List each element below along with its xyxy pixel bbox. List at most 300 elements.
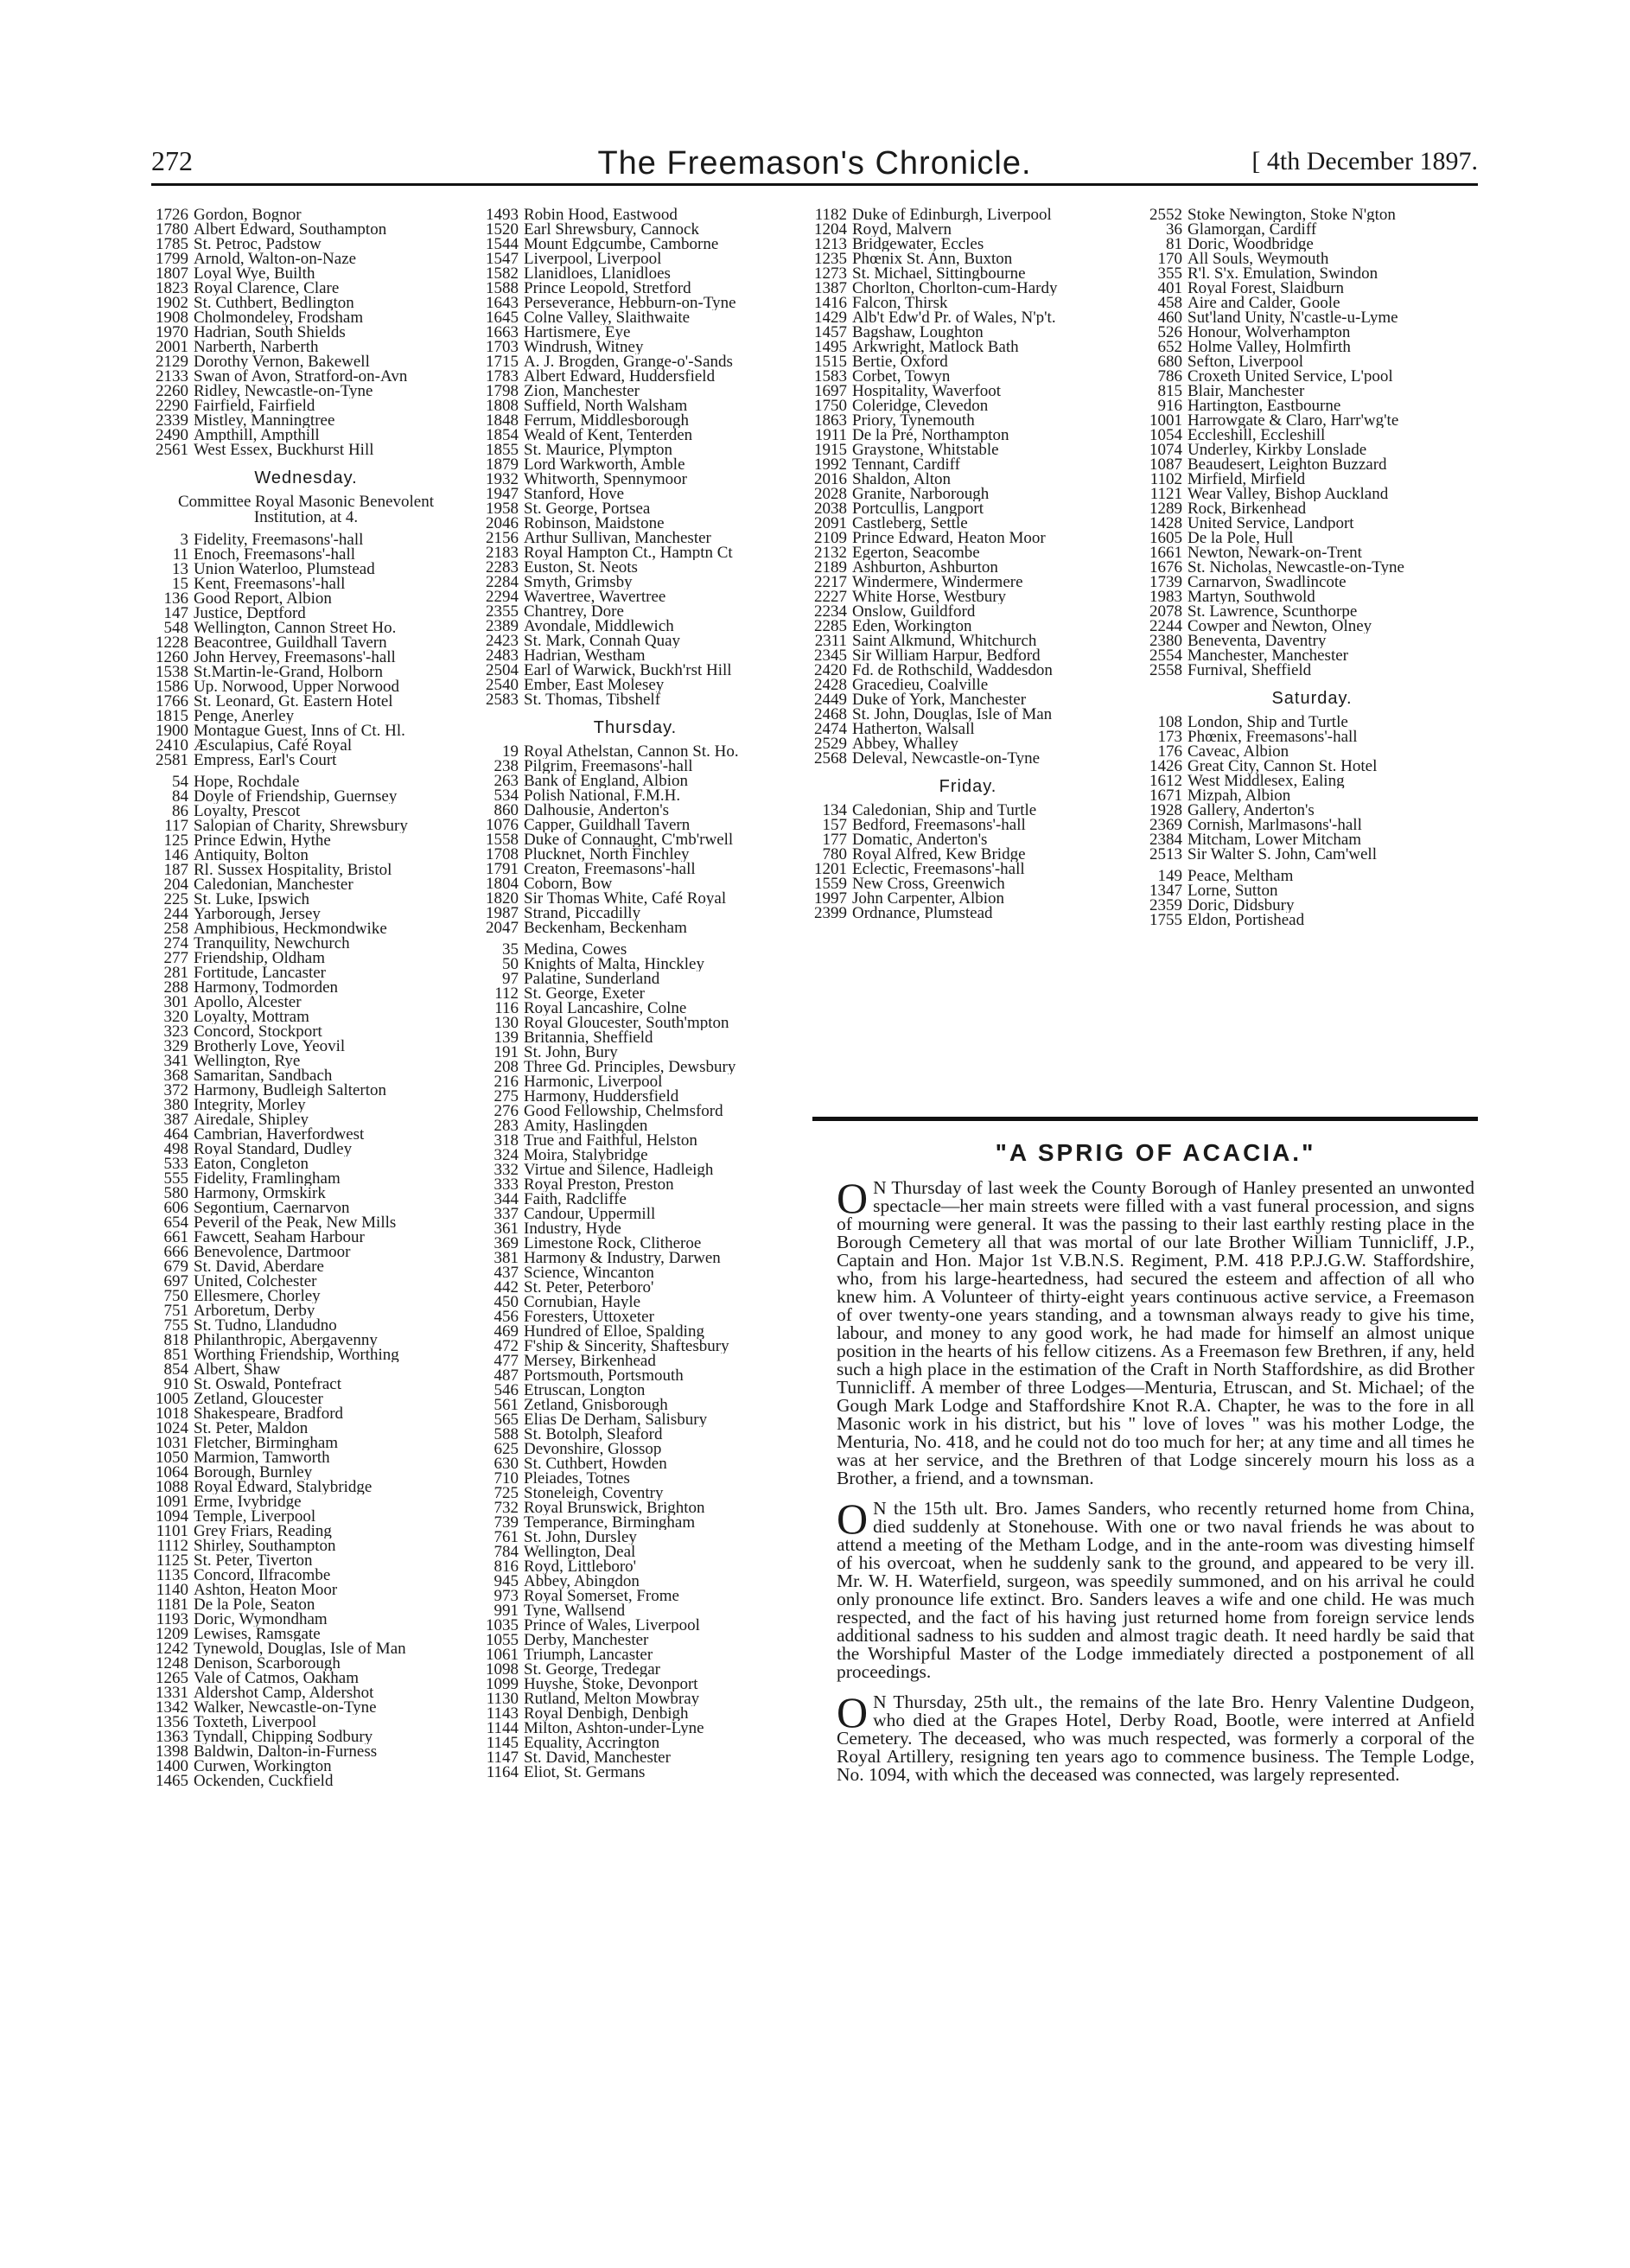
lodge-entry <box>1139 472 1485 487</box>
lodge-number: 2244 <box>1149 619 1182 634</box>
lodge-number: 136 <box>163 591 188 606</box>
lodge-entry <box>804 736 1132 751</box>
lodge-number: 750 <box>163 1289 188 1303</box>
lodge-name: St. John, Bury <box>524 1045 618 1060</box>
lodge-number: 97 <box>502 972 519 986</box>
lodge-number: 1088 <box>156 1480 188 1494</box>
lodge-entry <box>475 1192 795 1207</box>
lodge-entry <box>145 635 467 650</box>
lodge-entry <box>475 398 795 413</box>
lodge-number: 654 <box>163 1215 188 1230</box>
lodge-name: Pleiades, Totnes <box>524 1471 630 1486</box>
lodge-number: 546 <box>493 1383 519 1398</box>
lodge-name: Bank of England, Albion <box>524 774 688 788</box>
lodge-number: 2389 <box>486 619 519 634</box>
lodge-number: 442 <box>493 1280 519 1295</box>
lodge-entry <box>145 1392 467 1406</box>
lodge-number: 341 <box>163 1054 188 1068</box>
lodge-number: 1130 <box>486 1691 519 1706</box>
lodge-name: Caledonian, Manchester <box>194 877 353 892</box>
lodge-entry <box>475 589 795 604</box>
lodge-number: 2483 <box>486 648 519 663</box>
lodge-number: 786 <box>1157 369 1182 384</box>
lodge-number: 1061 <box>486 1647 519 1662</box>
lodge-number: 1054 <box>1149 428 1182 443</box>
lodge-entry <box>804 501 1132 516</box>
lodge-name: Albert Edward, Huddersfield <box>524 369 716 384</box>
lodge-entry <box>1139 354 1485 369</box>
lodge-number: 1815 <box>156 709 188 723</box>
lodge-name: Liverpool, Liverpool <box>524 252 662 266</box>
lodge-name: White Horse, Westbury <box>852 589 1007 604</box>
lodge-entry <box>1139 443 1485 457</box>
lodge-entry <box>145 1098 467 1112</box>
lodge-number: 187 <box>163 863 188 877</box>
lodge-entry <box>475 832 795 847</box>
article <box>837 1129 1474 1796</box>
lodge-entry <box>804 862 1132 876</box>
lodge-name: Royal Somerset, Frome <box>524 1589 679 1603</box>
lodge-name: Airedale, Shipley <box>194 1112 309 1127</box>
lodge-entry <box>1139 281 1485 296</box>
lodge-name: Samaritan, Sandbach <box>194 1068 333 1083</box>
lodge-number: 157 <box>822 818 847 832</box>
lodge-number: 2016 <box>814 472 847 487</box>
lodge-number: 281 <box>163 965 188 980</box>
lodge-entry <box>145 1259 467 1274</box>
lodge-name: Ember, East Molesey <box>524 678 665 692</box>
lodge-name: Caveac, Albion <box>1187 744 1289 759</box>
lodge-entry <box>475 487 795 501</box>
lodge-entry <box>475 692 795 707</box>
lodge-name: Peace, Meltham <box>1187 869 1294 883</box>
lodge-entry <box>475 1207 795 1221</box>
lodge-number: 606 <box>163 1201 188 1215</box>
lodge-entry <box>145 532 467 547</box>
lodge-entry <box>145 723 467 738</box>
lodge-name: Alb't Edw'd Pr. of Wales, N'p't. <box>852 310 1056 325</box>
lodge-number: 1915 <box>814 443 847 457</box>
lodge-name: Ashton, Heaton Moor <box>194 1583 338 1597</box>
lodge-number: 1902 <box>156 296 188 310</box>
lodge-number: 815 <box>1157 384 1182 398</box>
lodge-name: Windermere, Windermere <box>852 575 1023 589</box>
lodge-number: 147 <box>163 606 188 621</box>
lodge-entry <box>475 1324 795 1339</box>
lodge-entry <box>1139 531 1485 545</box>
lodge-name: Loyalty, Prescot <box>194 804 301 819</box>
lodge-name: Prince Edward, Heaton Moor <box>852 531 1046 545</box>
lodge-number: 2129 <box>156 354 188 369</box>
lodge-entry <box>475 921 795 935</box>
lodge-number: 854 <box>163 1362 188 1377</box>
lodge-entry <box>145 1612 467 1627</box>
lodge-entry <box>475 1383 795 1398</box>
lodge-number: 1605 <box>1149 531 1182 545</box>
lodge-number: 401 <box>1157 281 1182 296</box>
lodge-entry <box>1139 634 1485 648</box>
lodge-name: Albert, Shaw <box>194 1362 281 1377</box>
lodge-name: Sir Walter S. John, Cam'well <box>1187 847 1377 862</box>
lodge-number: 945 <box>493 1574 519 1589</box>
lodge-name: Erme, Ivybridge <box>194 1494 302 1509</box>
lodge-name: Fd. de Rothschild, Waddesdon <box>852 663 1053 678</box>
lodge-name: Duke of York, Manchester <box>852 692 1027 707</box>
lodge-name: Hatherton, Walsall <box>852 722 975 736</box>
lodge-name: Doyle of Friendship, Guernsey <box>194 789 398 804</box>
lodge-number: 2217 <box>814 575 847 589</box>
lodge-entry <box>475 876 795 891</box>
lodge-entry <box>145 907 467 921</box>
lodge-number: 2109 <box>814 531 847 545</box>
lodge-number: 146 <box>163 848 188 863</box>
lodge-entry <box>1139 310 1485 325</box>
lodge-entry <box>475 310 795 325</box>
lodge-name: Harrowgate & Claro, Harr'wg'te <box>1187 413 1399 428</box>
lodge-name: Robinson, Maidstone <box>524 516 665 531</box>
lodge-number: 1193 <box>156 1612 188 1627</box>
lodge-name: London, Ship and Turtle <box>1187 715 1348 729</box>
lodge-entry <box>475 281 795 296</box>
lodge-entry <box>1139 413 1485 428</box>
lodge-entry <box>475 1603 795 1618</box>
lodge-entry <box>145 266 467 281</box>
lodge-number: 2554 <box>1149 648 1182 663</box>
lodge-number: 1992 <box>814 457 847 472</box>
lodge-name: Hundred of Elloe, Spalding <box>524 1324 704 1339</box>
lodge-name: Prince Edwin, Hythe <box>194 833 331 848</box>
lodge-name: St. Petroc, Padstow <box>194 237 322 252</box>
lodge-entry <box>145 1450 467 1465</box>
lodge-name: St. George, Exeter <box>524 986 645 1001</box>
lodge-name: Justice, Deptford <box>194 606 306 621</box>
lodge-name: Walker, Newcastle-on-Tyne <box>194 1700 377 1715</box>
lodge-number: 1099 <box>486 1677 519 1691</box>
lodge-name: Knights of Malta, Hinckley <box>524 957 704 972</box>
lodge-entry <box>1139 428 1485 443</box>
lodge-name: Duke of Connaught, C'mb'rwell <box>524 832 734 847</box>
lodge-name: St. Cuthbert, Bedlington <box>194 296 354 310</box>
lodge-number: 81 <box>1166 237 1182 252</box>
lodge-entry <box>475 545 795 560</box>
lodge-name: Martyn, Southwold <box>1187 589 1315 604</box>
lodge-number: 369 <box>493 1236 519 1251</box>
lodge-name: Good Report, Albion <box>194 591 332 606</box>
lodge-number: 2552 <box>1149 207 1182 222</box>
lodge-name: John Hervey, Freemasons'-hall <box>194 650 396 665</box>
lodge-entry <box>804 803 1132 818</box>
lodge-name: Hospitality, Waverfoot <box>852 384 1002 398</box>
lodge-entry <box>475 1427 795 1442</box>
lodge-number: 732 <box>493 1500 519 1515</box>
lodge-name: Manchester, Manchester <box>1187 648 1348 663</box>
lodge-entry <box>145 577 467 591</box>
lodge-entry <box>475 252 795 266</box>
lodge-entry <box>475 222 795 237</box>
lodge-number: 991 <box>493 1603 519 1618</box>
lodge-entry <box>145 1524 467 1539</box>
lodge-name: Egerton, Seacombe <box>852 545 980 560</box>
lodge-number: 2474 <box>814 722 847 736</box>
lodge-name: Cornubian, Hayle <box>524 1295 641 1309</box>
lodge-number: 456 <box>493 1309 519 1324</box>
lodge-number: 1987 <box>486 906 519 921</box>
lodge-entry <box>145 354 467 369</box>
lodge-number: 86 <box>172 804 188 819</box>
lodge-name: Rock, Birkenhead <box>1187 501 1307 516</box>
lodge-name: Royal Standard, Dudley <box>194 1142 353 1156</box>
drop-cap: O <box>837 1688 869 1736</box>
lodge-entry <box>804 876 1132 891</box>
lodge-entry <box>475 369 795 384</box>
lodge-entry <box>475 891 795 906</box>
lodge-number: 1050 <box>156 1450 188 1465</box>
lodge-name: Fidelity, Freemasons'-hall <box>194 532 364 547</box>
lodge-entry <box>1139 545 1485 560</box>
lodge-entry <box>145 207 467 222</box>
lodge-number: 258 <box>163 921 188 936</box>
lodge-entry <box>1139 663 1485 678</box>
lodge-number: 1823 <box>156 281 188 296</box>
lodge-entry <box>804 531 1132 545</box>
lodge-name: Bagshaw, Loughton <box>852 325 984 340</box>
lodge-entry <box>804 707 1132 722</box>
lodge-entry <box>475 818 795 832</box>
lodge-entry <box>145 1377 467 1392</box>
lodge-name: Dalhousie, Anderton's <box>524 803 670 818</box>
lodge-number: 2260 <box>156 384 188 398</box>
lodge-name: Earl of Warwick, Buckh'rst Hill <box>524 663 732 678</box>
lodge-name: Ellesmere, Chorley <box>194 1289 321 1303</box>
lodge-entry <box>475 1442 795 1456</box>
lodge-number: 1465 <box>156 1774 188 1788</box>
lodge-number: 1643 <box>486 296 519 310</box>
lodge-name: Kent, Freemasons'-hall <box>194 577 346 591</box>
lodge-name: Royal Clarence, Clare <box>194 281 340 296</box>
lodge-number: 1538 <box>156 665 188 679</box>
lodge-number: 2355 <box>486 604 519 619</box>
lodge-entry <box>804 281 1132 296</box>
lodge-number: 1204 <box>814 222 847 237</box>
lodge-name: Tyne, Wallsend <box>524 1603 626 1618</box>
lodge-name: Ridley, Newcastle-on-Tyne <box>194 384 373 398</box>
lodge-name: Bedford, Freemasons'-hall <box>852 818 1026 832</box>
lodge-number: 1112 <box>156 1539 188 1553</box>
lodge-number: 204 <box>163 877 188 892</box>
lodge-entry <box>475 501 795 516</box>
lodge-name: Yarborough, Jersey <box>194 907 321 921</box>
lodge-entry <box>145 1362 467 1377</box>
lodge-entry <box>1139 788 1485 803</box>
lodge-name: Fawcett, Seaham Harbour <box>194 1230 365 1245</box>
lodge-name: St. Luke, Ipswich <box>194 892 310 907</box>
lodge-number: 1331 <box>156 1685 188 1700</box>
lodge-number: 725 <box>493 1486 519 1500</box>
lodge-number: 277 <box>163 951 188 965</box>
lodge-name: Deleval, Newcastle-on-Tyne <box>852 751 1041 766</box>
lodge-number: 2283 <box>486 560 519 575</box>
lodge-number: 1001 <box>1149 413 1182 428</box>
lodge-entry <box>475 1515 795 1530</box>
lodge-number: 1970 <box>156 325 188 340</box>
lodge-number: 1900 <box>156 723 188 738</box>
lodge-entry <box>475 972 795 986</box>
lodge-entry <box>145 980 467 995</box>
lodge-name: Stoneleigh, Coventry <box>524 1486 664 1500</box>
lodge-entry <box>145 340 467 354</box>
lodge-name: Holme Valley, Holmfirth <box>1187 340 1351 354</box>
lodge-number: 1248 <box>156 1656 188 1671</box>
lodge-number: 1087 <box>1149 457 1182 472</box>
lodge-number: 1416 <box>814 296 847 310</box>
lodge-name: Salopian of Charity, Shrewsbury <box>194 819 408 833</box>
lodge-name: St. Botolph, Sleaford <box>524 1427 663 1442</box>
lodge-name: St. Michael, Sittingbourne <box>852 266 1026 281</box>
lodge-number: 661 <box>163 1230 188 1245</box>
lodge-number: 1586 <box>156 679 188 694</box>
lodge-name: Prince Leopold, Stretford <box>524 281 691 296</box>
lodge-number: 2311 <box>814 634 847 648</box>
lodge-number: 216 <box>493 1074 519 1089</box>
lodge-name: Milton, Ashton-under-Lyne <box>524 1721 704 1736</box>
lodge-entry <box>1139 384 1485 398</box>
lodge-number: 973 <box>493 1589 519 1603</box>
lodge-number: 2028 <box>814 487 847 501</box>
lodge-name: Ferrum, Middlesborough <box>524 413 690 428</box>
lodge-name: Falcon, Thirsk <box>852 296 948 310</box>
lodge-name: Llanidloes, Llanidloes <box>524 266 671 281</box>
lodge-name: Ockenden, Cuckfield <box>194 1774 334 1788</box>
day-heading: Saturday. <box>1271 689 1353 708</box>
lodge-number: 11 <box>172 547 188 562</box>
lodge-entry <box>1139 325 1485 340</box>
lodge-number: 2468 <box>814 707 847 722</box>
lodge-number: 2294 <box>486 589 519 604</box>
lodge-entry <box>475 1589 795 1603</box>
lodge-name: Up. Norwood, Upper Norwood <box>194 679 399 694</box>
lodge-number: 1715 <box>486 354 519 369</box>
lodge-number: 1356 <box>156 1715 188 1730</box>
lodge-name: Perseverance, Hebburn-on-Tyne <box>524 296 736 310</box>
lodge-number: 170 <box>1157 252 1182 266</box>
lodge-number: 1235 <box>814 252 847 266</box>
lodge-number: 54 <box>172 774 188 789</box>
lodge-name: Hadrian, South Shields <box>194 325 346 340</box>
lodge-entry <box>475 413 795 428</box>
lodge-name: Royal Brunswick, Brighton <box>524 1500 705 1515</box>
lodge-number: 2234 <box>814 604 847 619</box>
lodge-entry <box>804 906 1132 921</box>
lodge-entry <box>804 516 1132 531</box>
lodge-entry <box>145 1730 467 1744</box>
lodge-number: 1703 <box>486 340 519 354</box>
lodge-entry <box>475 1339 795 1354</box>
lodge-entry <box>145 819 467 833</box>
lodge-entry <box>145 1656 467 1671</box>
article-paragraph: O N the 15th ult. Bro. James Sanders, who recently returned home from China, died suddenly at Stonehouse. With one or two naval friends he was about to attend a meeting of the Metham Lodge, and in the ante-room was divesting himself of his overcoat, when he suddenly sank to the ground, and appeared to be very ill. Mr. W. H. Waterfield, surgeon, was speedily summoned, and on his arrival he could only pronounce life extinct. Bro. Sanders leaves a wife and one child. He was much respected, and the fact of his having just returned home from foreign service lends additional sadness to his sudden and almost tragic death. It need hardly be said that the Worshipful Master of the Lodge immediately directed a postponement of all proceedings. <box>837 1494 1474 1682</box>
lodge-entry <box>804 252 1132 266</box>
lodge-number: 274 <box>163 936 188 951</box>
lodge-entry <box>804 296 1132 310</box>
lodge-number: 1928 <box>1149 803 1182 818</box>
lodge-entry <box>145 1480 467 1494</box>
lodge-name: Royal Edward, Stalybridge <box>194 1480 372 1494</box>
day-heading: Thursday. <box>593 718 678 737</box>
lodge-name: Science, Wincanton <box>524 1265 654 1280</box>
lodge-entry <box>475 1662 795 1677</box>
lodge-entry <box>475 1177 795 1192</box>
lodge-name: Cornish, Marlmasons'-hall <box>1187 818 1362 832</box>
lodge-number: 580 <box>163 1186 188 1201</box>
lodge-entry <box>1139 729 1485 744</box>
lodge-name: Portcullis, Langport <box>852 501 984 516</box>
lodge-name: Fletcher, Birmingham <box>194 1436 339 1450</box>
lodge-entry <box>475 1486 795 1500</box>
lodge-entry <box>1139 648 1485 663</box>
lodge-number: 1164 <box>486 1765 519 1780</box>
lodge-entry <box>145 1715 467 1730</box>
lodge-entry <box>145 1406 467 1421</box>
lodge-number: 1947 <box>486 487 519 501</box>
lodge-name: Ashburton, Ashburton <box>852 560 998 575</box>
lodge-name: Mistley, Manningtree <box>194 413 335 428</box>
lodge-entry <box>145 296 467 310</box>
lodge-entry <box>475 1060 795 1074</box>
lodge-number: 2183 <box>486 545 519 560</box>
lodge-name: Wear Valley, Bishop Auckland <box>1187 487 1389 501</box>
lodge-entry <box>475 759 795 774</box>
lodge-entry <box>145 1539 467 1553</box>
lodge-number: 276 <box>493 1104 519 1118</box>
lodge-name: Phœnix, Freemasons'-hall <box>1187 729 1358 744</box>
lodge-entry <box>475 1016 795 1030</box>
lodge-entry <box>475 1545 795 1559</box>
lodge-number: 487 <box>493 1368 519 1383</box>
lodge-entry <box>475 1280 795 1295</box>
lodge-entry <box>804 832 1132 847</box>
lodge-entry <box>145 1553 467 1568</box>
lodge-entry <box>475 1691 795 1706</box>
lodge-name: De la Pole, Seaton <box>194 1597 315 1612</box>
lodge-number: 751 <box>163 1303 188 1318</box>
lodge-name: Stanford, Hove <box>524 487 625 501</box>
lodge-entry <box>475 678 795 692</box>
lodge-number: 149 <box>1157 869 1182 883</box>
lodge-entry <box>145 804 467 819</box>
lodge-number: 472 <box>493 1339 519 1354</box>
lodge-name: Harmony, Todmorden <box>194 980 339 995</box>
lodge-name: Eldon, Portishead <box>1187 913 1305 927</box>
lodge-name: Doric, Wymondham <box>194 1612 328 1627</box>
lodge-name: Underley, Kirkby Lonslade <box>1187 443 1367 457</box>
lodge-number: 450 <box>493 1295 519 1309</box>
lodge-number: 1260 <box>156 650 188 665</box>
lodge-number: 469 <box>493 1324 519 1339</box>
lodge-entry <box>145 921 467 936</box>
lodge-name: Marmion, Tamworth <box>194 1450 330 1465</box>
lodge-number: 2568 <box>814 751 847 766</box>
lodge-name: Fidelity, Framlingham <box>194 1171 341 1186</box>
lodge-entry <box>475 296 795 310</box>
article-paragraph: O N Thursday, 25th ult., the remains of the late Bro. Henry Valentine Dudgeon, who died at the Grapes Hotel, Derby Road, Bootle, were interred at Anfield Cemetery. The deceased, who was much respected, was formerly a corporal of the Royal Artillery, resigning ten years ago to commence business. The Temple Lodge, No. 1094, with which the deceased was connected, was largely represented. <box>837 1688 1474 1785</box>
lodge-number: 1676 <box>1149 560 1182 575</box>
lodge-entry <box>475 1618 795 1633</box>
lodge-entry <box>475 1456 795 1471</box>
lodge-entry <box>475 457 795 472</box>
lodge-number: 1347 <box>1149 883 1182 898</box>
lodge-name: Sut'land Unity, N'castle-u-Lyme <box>1187 310 1398 325</box>
lodge-name: Triumph, Lancaster <box>524 1647 653 1662</box>
